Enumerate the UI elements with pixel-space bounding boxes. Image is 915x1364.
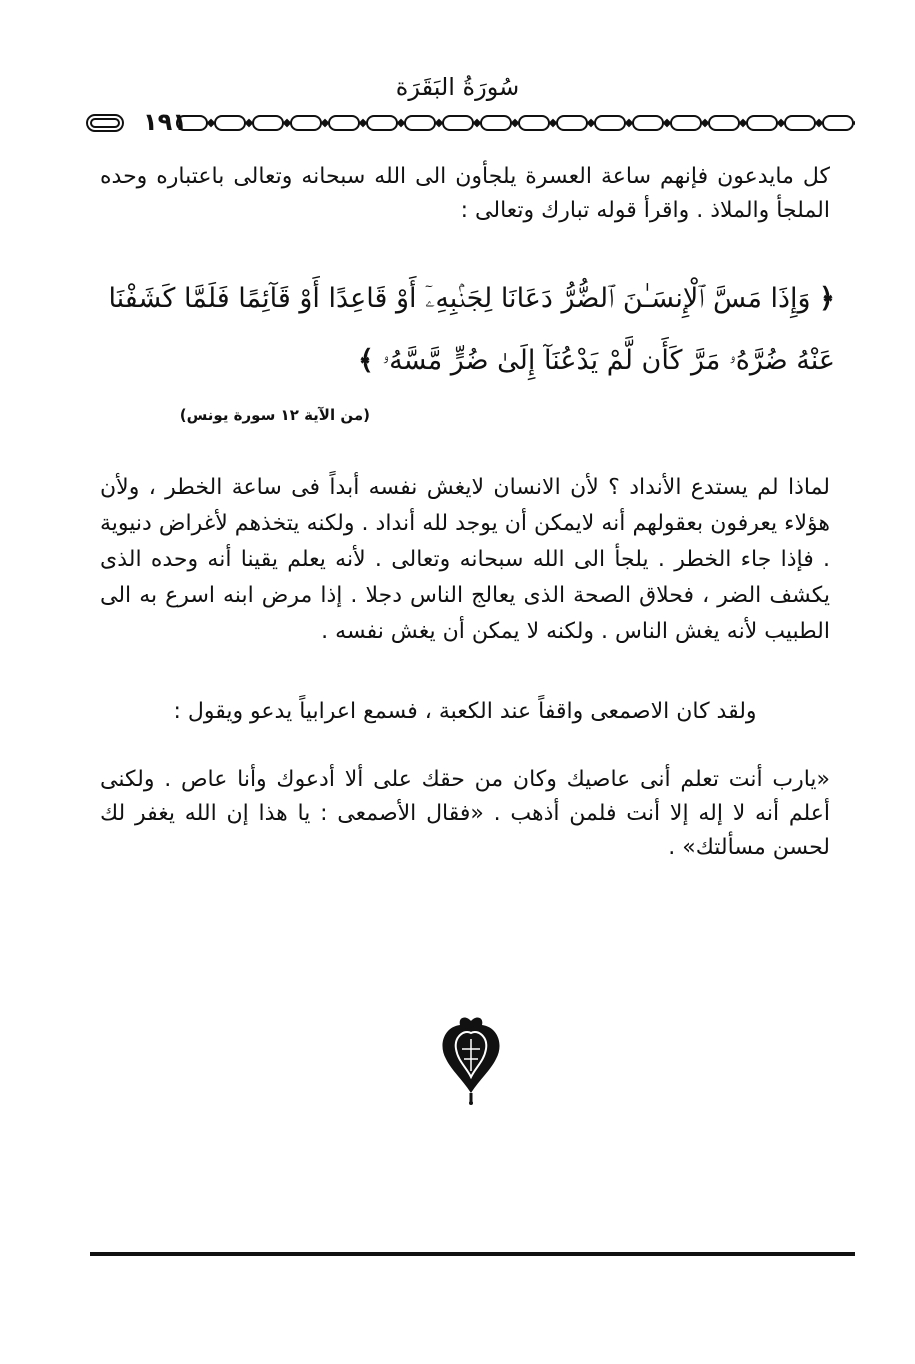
verse-text: وَإِذَا مَسَّ ٱلْإِنسَـٰنَ ٱلضُّرُّ دَعَانَا لِجَنۢبِهِۦٓ أَوْ قَاعِدًا أَوْ قَآئِمًا فَلَمَّا كَشَفْنَا عَنْهُ ضُرَّهُۥ مَرَّ كَأَن لَّمْ يَدْعُنَآ إِلَىٰ ضُرٍّ مَّسَّهُۥ xyxy=(108,283,835,376)
intro-paragraph: كل مايدعون فإنهم ساعة العسرة يلجأون الى الله سبحانه وتعالى باعتباره وحده الملجأ والملاذ . واقرأ قوله تبارك وتعالى : xyxy=(100,164,830,223)
main-paragraph: لماذا لم يستدع الأنداد ؟ لأن الانسان لايغش نفسه أبداً فى ساعة الخطر ، ولأن هؤلاء يعرفون بعقولهم أنه لايمكن أن يوجد لله أنداد . ولكنه يتخذهم لأغراض دنيوية . فإذا جاء الخطر . يلجأ الى الله سبحانه وتعالى . لأنه يعلم يقينا أنه وحده الذى يكشف الضر ، فحلاق الصحة الذى يعالج الناس دجلا . إذا مرض ابنه اسرع به الى الطبيب لأنه يغش الناس . ولكنه لا يمكن أن يغش نفسه . xyxy=(100,475,830,644)
footer-rule xyxy=(90,1252,855,1256)
verse-close-bracket: ﴾ xyxy=(357,345,374,376)
asmai-paragraph: ولقد كان الاصمعى واقفاً عند الكعبة ، فسمع اعرابياً يدعو ويقول : xyxy=(173,699,757,724)
page-number: ١٩١ xyxy=(143,108,187,136)
verse-open-bracket: ﴿ xyxy=(819,283,835,314)
surah-title: سُورَةُ البَقَرَة xyxy=(395,73,520,101)
quran-verse xyxy=(100,268,835,392)
page-header xyxy=(85,110,855,136)
verse-reference: (من الآية ١٢ سورة يونس) xyxy=(179,406,370,424)
prayer-paragraph: «يارب أنت تعلم أنى عاصيك وكان من حقك على ألا أدعوك وأنا عاص . ولكنى أعلم أنه لا إله إلا أنت فلمن أذهب . «فقال الأصمعى : يا هذا إن الله يغفر لك لحسن مسألتك» . xyxy=(100,767,830,860)
heart-fleuron-icon xyxy=(438,1015,504,1105)
